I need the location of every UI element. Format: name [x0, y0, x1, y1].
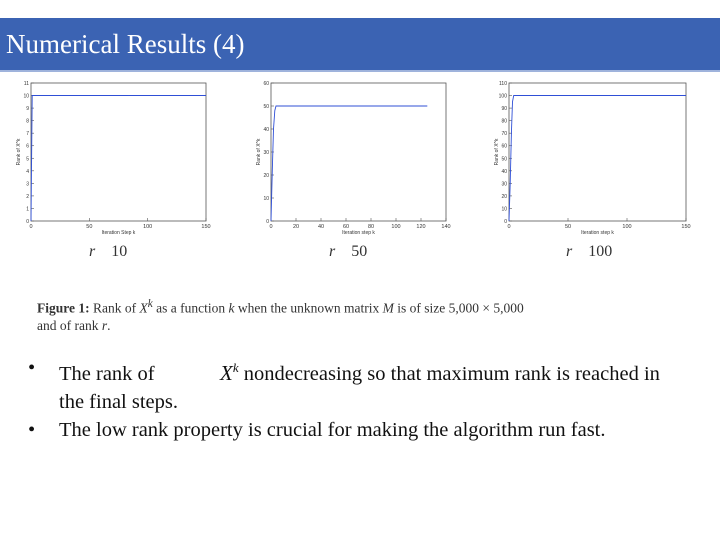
x-tick-label: 140 — [441, 224, 451, 230]
x-tick-label: 60 — [342, 224, 350, 230]
figure-plots — [0, 76, 720, 266]
x-tick-label: 100 — [391, 224, 401, 230]
caption-var-r: r — [101, 317, 108, 333]
y-tick-label: 0 — [26, 219, 29, 225]
y-tick-label: 20 — [263, 173, 269, 179]
y-tick-label: 30 — [263, 150, 269, 156]
bullet-item-1 — [28, 354, 678, 416]
y-tick-label: 8 — [26, 118, 29, 125]
x-tick-label: 0 — [507, 224, 511, 230]
x-tick-label: 100 — [143, 224, 153, 230]
x-tick-label: 0 — [269, 224, 273, 230]
caption-var-k: k — [228, 300, 235, 316]
plot-frame — [271, 83, 446, 221]
y-tick-label: 11 — [23, 81, 29, 87]
caption-label: Figure 1: — [37, 300, 90, 316]
slide-title: Numerical Results (4) — [6, 29, 245, 59]
caption-var-m: M — [382, 300, 394, 316]
x-tick-label: 20 — [292, 224, 300, 230]
y-tick-label: 40 — [501, 168, 507, 175]
y-axis-label: Rank of X^k — [256, 138, 262, 166]
y-tick-label: 90 — [501, 106, 507, 113]
r-label-var: r — [89, 243, 96, 260]
caption-text-1: Rank of — [93, 300, 140, 316]
y-tick-label: 10 — [23, 93, 29, 100]
y-tick-label: 1 — [26, 206, 29, 213]
y-tick-label: 5 — [26, 156, 29, 163]
r-label-var: r — [566, 243, 573, 260]
x-axis-label: Iteration Step k — [101, 230, 136, 236]
y-tick-label: 30 — [501, 181, 507, 188]
y-axis-label: Rank of X^k — [494, 138, 500, 166]
plot-frame — [31, 83, 206, 221]
y-tick-label: 50 — [263, 104, 269, 110]
y-tick-label: 0 — [504, 219, 507, 225]
title-bar — [0, 18, 720, 70]
y-tick-label: 6 — [26, 143, 29, 150]
y-tick-label: 0 — [266, 219, 269, 225]
caption-text-3: when the unknown matrix — [234, 300, 383, 316]
r-label-value: 50 — [351, 243, 368, 260]
y-tick-label: 40 — [263, 127, 269, 133]
bullet-list — [28, 354, 678, 444]
r-label-3 — [566, 243, 612, 261]
figure-caption — [37, 296, 677, 334]
r-label-1 — [89, 243, 127, 261]
bullet-marker: • — [28, 357, 36, 379]
x-tick-label: 40 — [317, 224, 325, 230]
y-axis-label: Rank of X^k — [16, 138, 22, 166]
y-tick-label: 100 — [498, 93, 507, 100]
caption-text-4: is of size 5,000 × 5,000 — [393, 300, 524, 316]
y-tick-label: 3 — [26, 181, 29, 188]
y-tick-label: 110 — [499, 81, 507, 87]
bullet-item-2 — [28, 416, 678, 444]
r-label-var: r — [329, 243, 336, 260]
x-tick-label: 50 — [564, 224, 572, 230]
x-tick-label: 50 — [86, 224, 93, 230]
y-tick-label: 7 — [26, 131, 29, 138]
y-tick-label: 60 — [263, 81, 269, 87]
bullet-marker: • — [28, 419, 36, 441]
x-tick-label: 80 — [367, 224, 375, 230]
y-tick-label: 2 — [26, 193, 29, 200]
x-tick-label: 150 — [201, 224, 211, 230]
bullet-1-text-b: nondecreasing so that maximum rank is reached in the final steps. — [59, 363, 660, 413]
bullet-1-math — [155, 354, 239, 387]
x-tick-label: 150 — [681, 224, 691, 230]
caption-var-x: X — [139, 300, 148, 316]
bullet-2-text: The low rank property is crucial for making the algorithm run fast. — [59, 419, 606, 441]
caption-text-6: . — [107, 317, 111, 333]
y-tick-label: 10 — [263, 196, 269, 202]
y-tick-label: 20 — [501, 193, 507, 200]
bullet-1-text-a: The rank of — [59, 363, 155, 385]
r-label-2 — [329, 243, 367, 261]
y-tick-label: 80 — [501, 118, 507, 125]
y-tick-label: 50 — [501, 156, 507, 163]
r-label-value: 10 — [111, 243, 128, 260]
plot-frame — [509, 83, 686, 221]
x-tick-label: 120 — [416, 224, 426, 230]
y-tick-label: 9 — [26, 106, 29, 113]
x-axis-label: Iteration step k — [342, 230, 375, 236]
bullet-1-sup-k: k — [232, 360, 239, 375]
caption-text-5: and of rank — [37, 317, 102, 333]
x-axis-label: Iteration step k — [581, 230, 614, 236]
x-tick-label: 100 — [622, 224, 632, 230]
x-tick-label: 0 — [29, 224, 33, 230]
caption-text-2: as a function — [152, 300, 229, 316]
y-tick-label: 70 — [501, 131, 507, 138]
caption-sup-k: k — [147, 298, 153, 310]
bullet-1-var-x: X — [220, 361, 233, 385]
r-label-value: 100 — [588, 243, 613, 260]
y-tick-label: 4 — [26, 168, 29, 175]
y-tick-label: 10 — [501, 206, 507, 213]
y-tick-label: 60 — [501, 143, 507, 150]
